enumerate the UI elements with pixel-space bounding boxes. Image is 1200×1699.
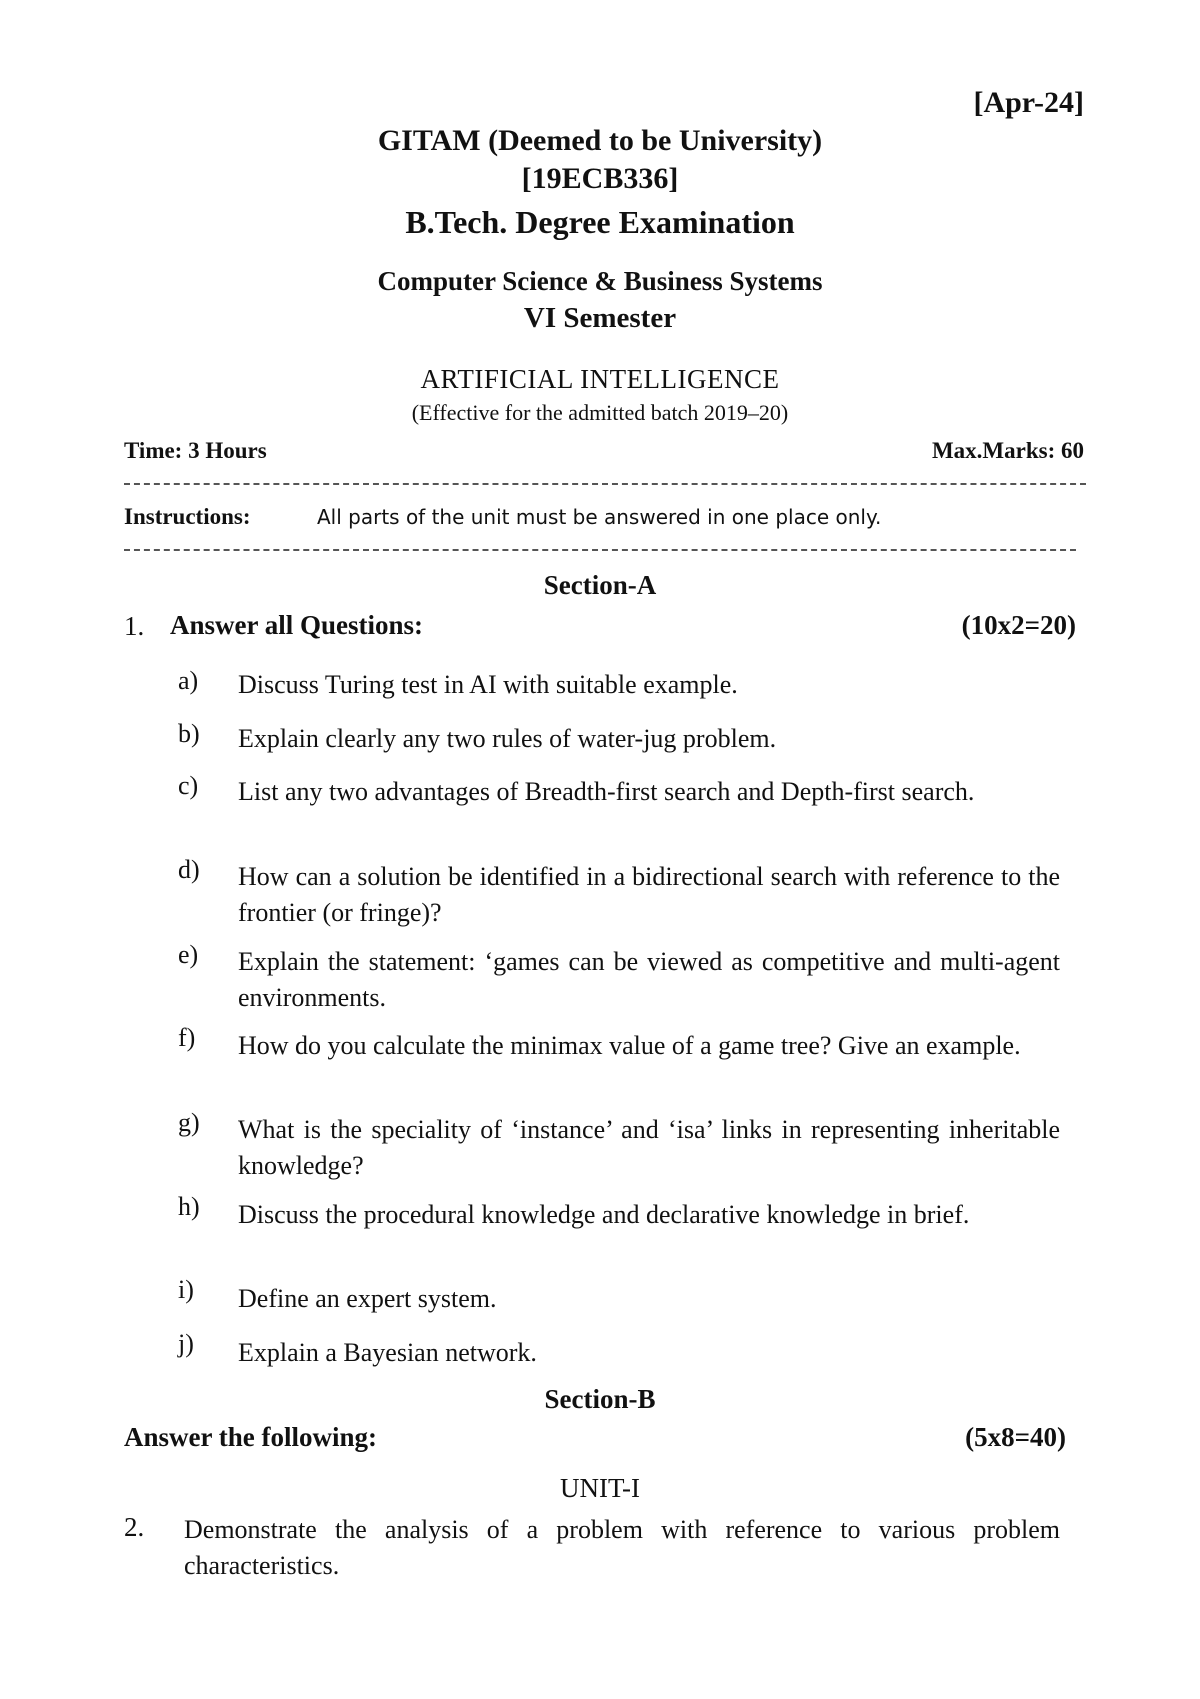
university-name: GITAM (Deemed to be University) xyxy=(377,124,823,157)
max-marks: Max.Marks: 60 xyxy=(931,438,1084,463)
question-1e-label: e) xyxy=(178,940,199,969)
section-a-marks: (10x2=20) xyxy=(961,610,1076,640)
divider-top xyxy=(124,483,1086,485)
question-1b-text: Explain clearly any two rules of water-jug problem. xyxy=(238,724,777,753)
section-b-title: Section-B xyxy=(544,1384,656,1414)
effective-note: (Effective for the admitted batch 2019–20) xyxy=(411,400,789,425)
instructions-text: All parts of the unit must be answered in one place only. xyxy=(317,505,882,529)
question-1d-label: d) xyxy=(178,855,200,884)
question-1i-label: i) xyxy=(178,1275,194,1304)
instructions-label: Instructions: xyxy=(124,504,251,529)
section-a-title: Section-A xyxy=(543,570,657,600)
section-b-heading: Answer the following: xyxy=(124,1422,377,1452)
question-1g-label: g) xyxy=(178,1108,200,1137)
question-1-number: 1. xyxy=(124,611,145,641)
question-1a-text: Discuss Turing test in AI with suitable example. xyxy=(238,670,738,699)
question-1j-label: j) xyxy=(178,1329,194,1358)
course-code: [19ECB336] xyxy=(521,162,679,195)
question-1b-label: b) xyxy=(178,719,200,748)
question-1i-text: Define an expert system. xyxy=(238,1284,497,1313)
question-1h-label: h) xyxy=(178,1192,200,1221)
question-2-number: 2. xyxy=(124,1512,145,1542)
question-1c-label: c) xyxy=(178,771,199,800)
question-1c-text: List any two advantages of Breadth-first search and Depth-first search. xyxy=(238,777,975,806)
section-b-marks: (5x8=40) xyxy=(965,1422,1066,1452)
question-1j-text: Explain a Bayesian network. xyxy=(238,1338,537,1367)
divider-bottom xyxy=(124,549,1076,551)
question-1g-text: What is the speciality of ‘instance’ and ‘isa’ links in representing inheritable knowledge? xyxy=(238,1115,1060,1180)
branch-name: Computer Science & Business Systems xyxy=(377,266,823,296)
subject-title: ARTIFICIAL INTELLIGENCE xyxy=(420,364,780,394)
unit-heading: UNIT-I xyxy=(560,1473,640,1503)
date-code: [Apr-24] xyxy=(973,86,1084,119)
question-1e-text: Explain the statement: ‘games can be viewed as competitive and multi-agent environments. xyxy=(238,947,1060,1012)
question-1h-text: Discuss the procedural knowledge and declarative knowledge in brief. xyxy=(238,1200,970,1229)
question-1d-text: How can a solution be identified in a bidirectional search with reference to the frontier (or fringe)? xyxy=(238,862,1060,927)
time-label: Time: 3 Hours xyxy=(124,438,267,463)
question-1f-label: f) xyxy=(178,1023,196,1052)
exam-title: B.Tech. Degree Examination xyxy=(405,204,795,240)
section-a-heading: Answer all Questions: xyxy=(170,610,424,640)
semester: VI Semester xyxy=(523,302,677,334)
question-2-text: Demonstrate the analysis of a problem with reference to various problem characteristics. xyxy=(184,1515,1060,1580)
question-1f-text: How do you calculate the minimax value of a game tree? Give an example. xyxy=(238,1031,1021,1060)
question-1a-label: a) xyxy=(178,666,199,695)
